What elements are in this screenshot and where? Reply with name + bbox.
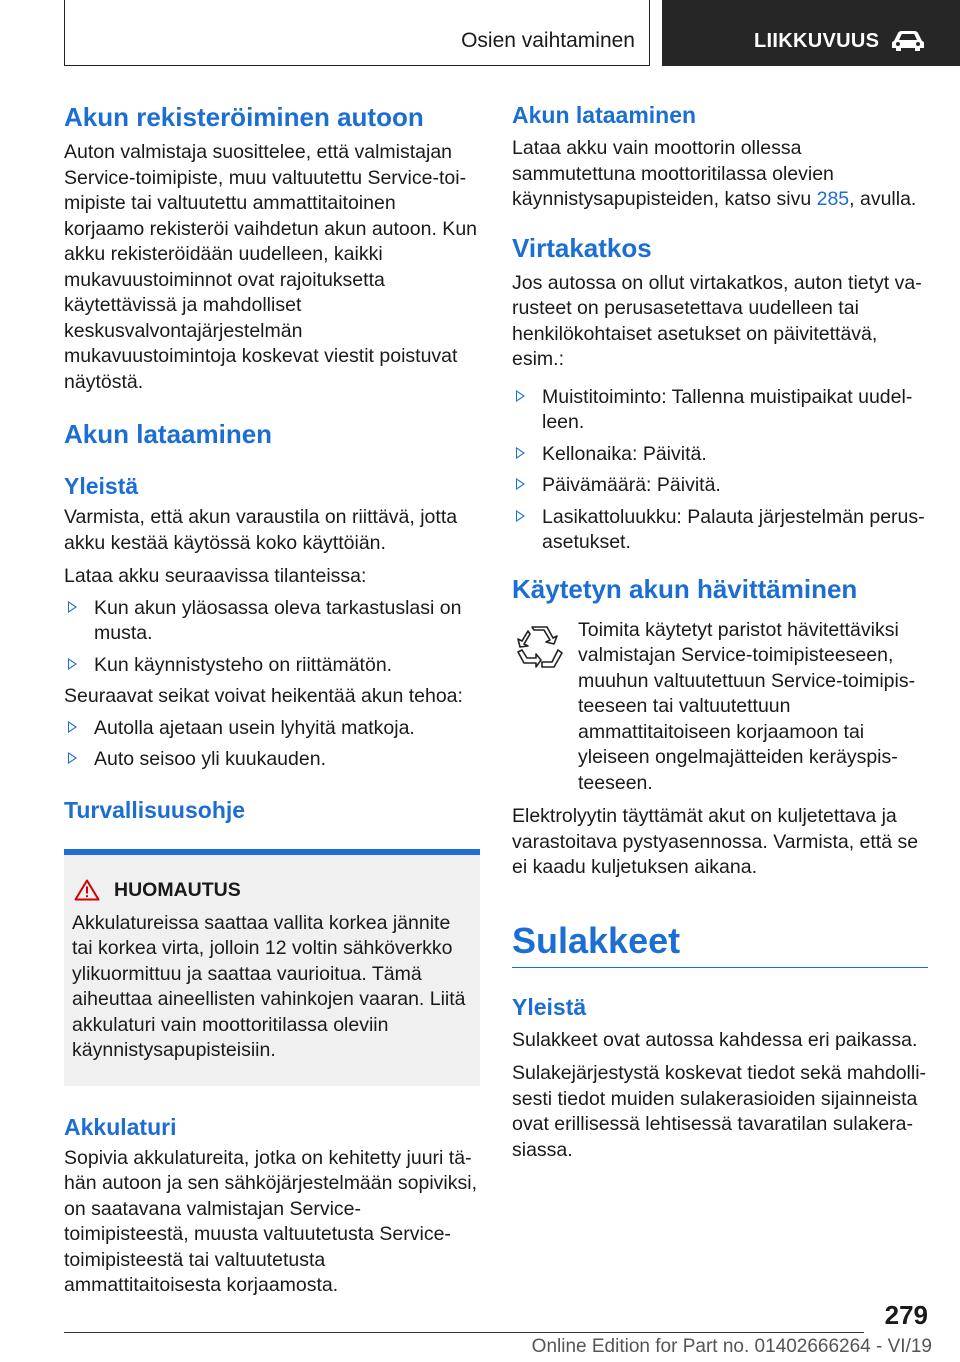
weaken-factors-list bbox=[64, 716, 480, 773]
warning-text: Akkulatureissa saattaa vallita korkea jännite tai korkea virta, jolloin 12 voltin sähköverkko ylikuormittuu ja saattaa vaurioitua. Tämä aiheuttaa aineellisten vahinkojen vaaran. Liitä akkulaturi vain moottoritilassa oleviin käynnistysapupisteisiin. bbox=[72, 911, 466, 1061]
left-column bbox=[64, 100, 480, 1299]
list-item: Autolla ajetaan usein lyhyitä matkoja. bbox=[64, 716, 480, 742]
paragraph-disposal: Toimita käytetyt paristot hävitettäviksi valmistajan Service-toimipisteeseen, muuhun valtuutettuun Service-toimipisteeseen tai valtuutettuun ammattitaitoiseen korjaamoon tai yleiseen ongelmajätteiden keräyspisteeseen. bbox=[578, 618, 916, 794]
header-chapter-box bbox=[662, 0, 960, 66]
paragraph-battery-charger: Sopivia akkulatureita, jotka on kehitetty juuri tähän autoon ja sen sähköjärjestelmään sopiviksi, on saatavana valmistajan Service-toimipisteestä, muusta valtuutetusta Service-toimipisteestä tai valtuutetusta ammattitaitoisesta korjaamosta. bbox=[64, 1146, 477, 1296]
heading-fuses: Sulakkeet bbox=[512, 919, 681, 961]
paragraph-charging-right: Lataa akku vain moottorin ollessa sammutettuna moottoritilassa olevien käynnistysapupisteiden, katso sivu 285, avulla. bbox=[512, 137, 917, 210]
bullet-triangle-icon bbox=[516, 510, 525, 522]
list-item: Kun käynnistysteho on riittämätön. bbox=[64, 653, 480, 679]
heading-charging-battery-right: Akun lataaminen bbox=[512, 102, 697, 128]
right-column bbox=[512, 100, 928, 1163]
list-item: Lasikattoluukku: Palauta järjestelmän perusasetukset. bbox=[512, 505, 928, 556]
paragraph-weaken: Seuraavat seikat voivat heikentää akun tehoa: bbox=[64, 685, 463, 707]
heading-general-fuses: Yleistä bbox=[512, 993, 587, 1020]
paragraph-electrolyte: Elektrolyytin täyttämät akut on kuljetettava ja varastoitava pystyasennossa. Varmista, että se ei kaadu kuljetuksen aikana. bbox=[512, 805, 919, 878]
warning-box bbox=[64, 849, 480, 1086]
list-item: Kun akun yläosassa oleva tarkastuslasi on musta. bbox=[64, 596, 480, 647]
heading-battery-disposal: Käytetyn akun hävittäminen bbox=[512, 573, 858, 604]
footer-edition: Online Edition for Part no. 01402666264 - VI/19 bbox=[531, 1336, 932, 1357]
outage-settings-list bbox=[512, 385, 928, 556]
header-section-title: Osien vaihtaminen bbox=[461, 29, 635, 52]
heading-general: Yleistä bbox=[64, 473, 139, 499]
fuses-heading-block bbox=[512, 919, 928, 968]
paragraph-register-battery: Auton valmistaja suosittelee, että valmistajan Service-toimipiste, muu valtuutettu Service-toimipiste tai valtuutettu ammattitaitoinen korjaamo rekisteröi vaihdetun akun autoon. Kun akku rekisteröidään uudelleen, kaikki mukavuustoiminnot ovat rajoituksetta käytettävissä ja mahdolliset keskusvalvontajärjestelmän mukavuustoimintoja koskevat viestit poistuvat näytöstä. bbox=[64, 141, 478, 393]
list-item: Auto seisoo yli kuukauden. bbox=[64, 747, 480, 773]
warning-title: HUOMAUTUS bbox=[114, 878, 241, 901]
bullet-triangle-icon bbox=[68, 658, 77, 670]
recycle-icon bbox=[512, 622, 566, 676]
footer-divider bbox=[64, 1332, 864, 1333]
page-reference-link[interactable]: 285 bbox=[816, 188, 850, 210]
list-item: Muistitoiminto: Tallenna muistipaikat uudelleen. bbox=[512, 385, 928, 436]
list-item: Päivämäärä: Päivitä. bbox=[512, 473, 928, 499]
paragraph-power-outage: Jos autossa on ollut virtakatkos, auton tietyt varusteet on perusasetettava uudelleen tai henkilökohtaiset asetukset on päivitettävä, esim.: bbox=[512, 271, 922, 370]
disposal-block bbox=[512, 618, 928, 797]
heading-register-battery: Akun rekisteröiminen autoon bbox=[64, 102, 424, 132]
bullet-triangle-icon bbox=[516, 478, 525, 490]
car-icon bbox=[890, 29, 926, 53]
page-number: 279 bbox=[884, 1300, 928, 1330]
paragraph-general: Varmista, että akun varaustila on riittävä, jotta akku kestää käytössä koko käyttöiän. bbox=[64, 506, 458, 554]
warning-title-row bbox=[72, 877, 472, 903]
heading-charging-battery: Akun lataaminen bbox=[64, 419, 273, 449]
bullet-triangle-icon bbox=[516, 447, 525, 459]
bullet-triangle-icon bbox=[68, 752, 77, 764]
heading-safety-note: Turvallisuusohje bbox=[64, 796, 246, 823]
heading-battery-charger: Akkulaturi bbox=[64, 1113, 177, 1140]
bullet-triangle-icon bbox=[516, 390, 525, 402]
header-section-box bbox=[64, 0, 650, 66]
list-item: Kellonaika: Päivitä. bbox=[512, 442, 928, 468]
bullet-triangle-icon bbox=[68, 601, 77, 613]
charge-situations-list bbox=[64, 596, 480, 679]
paragraph-fuses-location: Sulakkeet ovat autossa kahdessa eri paikassa. bbox=[512, 1028, 918, 1051]
header-chapter-title: LIIKKUVUUS bbox=[754, 30, 880, 52]
paragraph-fuses-info: Sulakejärjestystä koskevat tiedot sekä mahdollisesti tiedot muiden sulakerasioiden sijainneista ovat erillisessä lehtisessä tavaratilan sulakerasiassa. bbox=[512, 1062, 927, 1161]
warning-triangle-icon bbox=[74, 879, 100, 901]
heading-power-outage: Virtakatkos bbox=[512, 232, 652, 263]
bullet-triangle-icon bbox=[68, 721, 77, 733]
paragraph-charge-when: Lataa akku seuraavissa tilanteissa: bbox=[64, 565, 367, 587]
